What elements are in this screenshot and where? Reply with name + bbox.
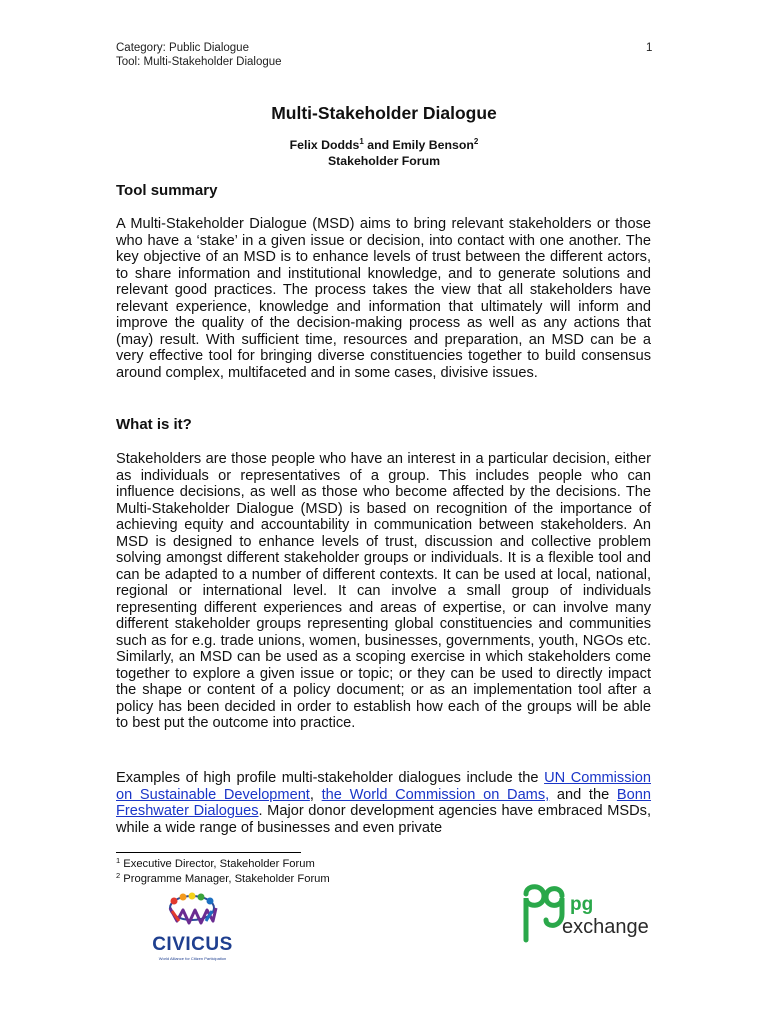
footnote-text: Programme Manager, Stakeholder Forum (120, 873, 330, 885)
link-bonn-freshwater[interactable]: Bonn Freshwater Dialogues (116, 786, 652, 819)
pg-wordmark: exchange (562, 916, 649, 938)
civicus-wordmark: CIVICUS (152, 934, 233, 955)
page-number: 1 (646, 42, 653, 54)
author-conjunction: and (363, 138, 393, 152)
summary-paragraph: A Multi-Stakeholder Dialogue (MSD) aims to bring relevant stakeholders or those who have a ‘stake’ in a given issue or decision, into contact with one another. The key objective of an MSD is to enhance levels of trust between the different actors, to share information and institutional knowledge, and to generate solutions and relevant good practices. The process takes the view that all stakeholders have relevant experience, knowledge and information that ultimately will inform and improve the quality of the decision-making process as well as any actions that (may) result. With sufficient time, resources and preparation, an MSD can be a very effective tool for bringing diverse constituencies together to build consensus around complex, multifaceted and in some cases, divisive issues. (116, 216, 651, 381)
civicus-logo (150, 888, 235, 966)
author-1-footnote-ref: 1 (359, 137, 364, 146)
author-1: Felix Dodds (289, 138, 360, 152)
affiliation: Stakeholder Forum (327, 154, 441, 168)
separator: , (309, 786, 322, 803)
footnote-1 (116, 858, 315, 871)
pg-exchange-logo (512, 880, 652, 958)
footnote-divider (116, 852, 301, 853)
link-un-csd[interactable]: UN Commission on Sustainable Development (116, 770, 651, 803)
footnote-ref: 2 (116, 871, 121, 880)
footnote-text: Executive Director, Stakeholder Forum (120, 858, 315, 870)
examples-paragraph (116, 770, 651, 836)
running-header (116, 41, 282, 69)
civicus-tagline: World Alliance for Citizen Participation (158, 956, 227, 961)
header-tool: Tool: Multi-Stakeholder Dialogue (116, 56, 282, 68)
what-is-it-paragraph: Stakeholders are those people who have an interest in a particular decision, either as individuals or representatives of a group. This includes people who can influence decisions, as well as those who become affected by the decisions. The Multi-Stakeholder Dialogue (MSD) is based on recognition of the importance of achieving equity and accountability in communication between stakeholders. An MSD is designed to enhance levels of trust, discussion and collective problem solving amongst different stakeholder groups or individuals. It is a flexible tool and can be adapted to a number of different contexts. It can be used at local, national, regional or international level. It can involve a small group of individuals representing different experiences and areas of expertise, or can involve many different stakeholder groups representing global constituencies and communities such as for e.g. trade unions, women, businesses, governments, youth, NGOs etc. Similarly, an MSD can be used as a scoping exercise in which stakeholders come together to explore a given issue or topic; or they can be used to directly impact the shape or content of a policy document; or as an implementation tool after a policy has been decided in order to establish how each of the groups will be able to best put the outcome into practice. (116, 451, 651, 731)
author-2: Emily Benson (392, 138, 474, 152)
document-title: Multi-Stakeholder Dialogue (271, 103, 497, 123)
section-heading-summary: Tool summary (116, 182, 218, 199)
authors-block (0, 137, 768, 169)
examples-intro: Examples of high profile multi-stakeholder dialogues include the (116, 770, 545, 786)
pg-small-mark: pg (570, 894, 594, 915)
link-world-commission-dams[interactable]: the World Commission on Dams, (321, 786, 550, 803)
author-2-footnote-ref: 2 (473, 137, 479, 146)
examples-rest: . Major donor development agencies have embraced MSDs, while a wide range of businesses and even private (116, 803, 651, 836)
header-category: Category: Public Dialogue (116, 42, 249, 54)
separator: and the (549, 786, 617, 803)
section-heading-what-is-it: What is it? (116, 416, 192, 433)
footnote-2 (116, 873, 330, 886)
footnote-ref: 1 (116, 856, 121, 865)
author-line (0, 137, 768, 153)
